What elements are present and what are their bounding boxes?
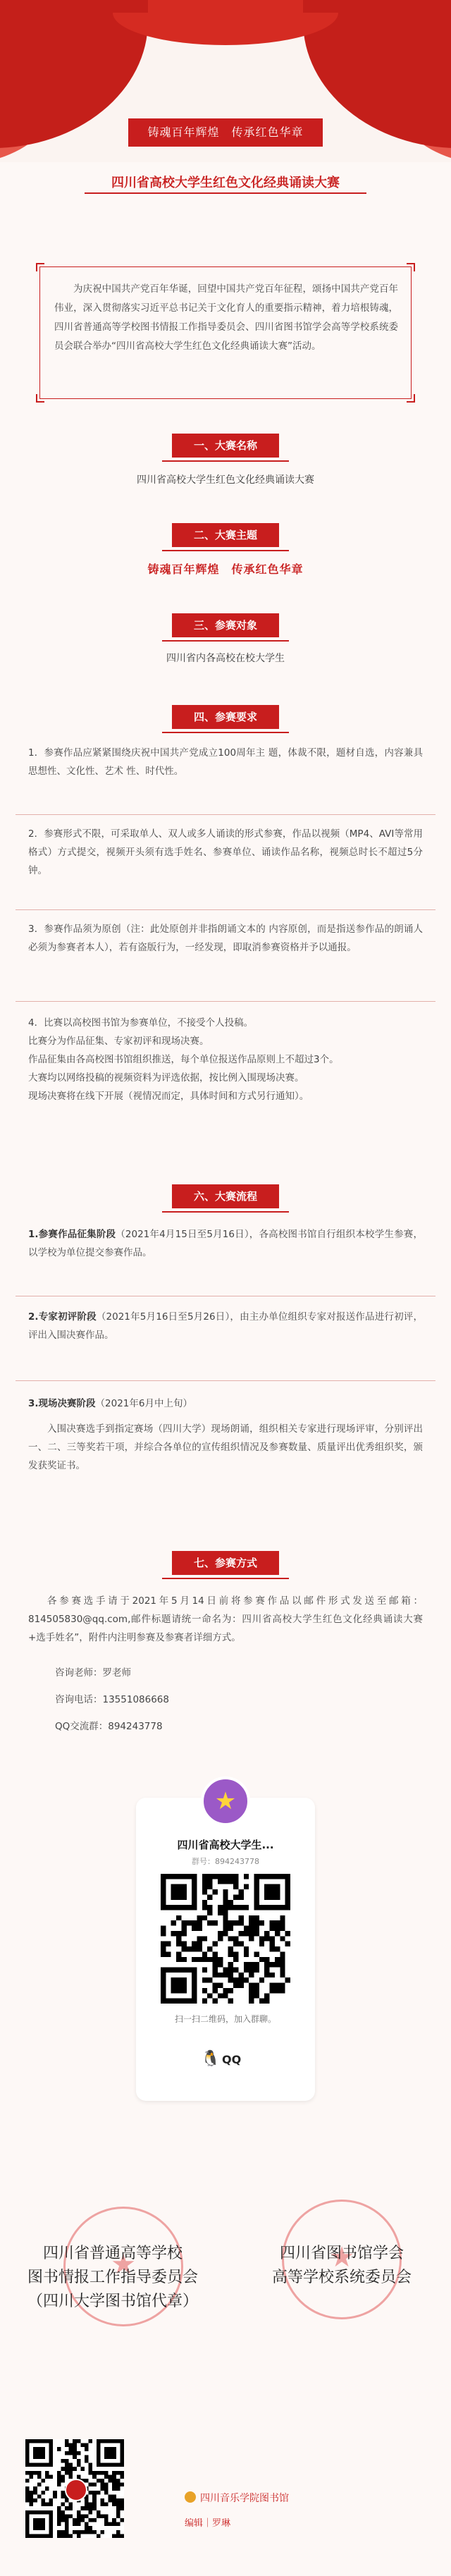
qr-code-icon[interactable] — [161, 1874, 290, 2004]
section-heading-underline — [162, 732, 289, 733]
signer-line: （四川大学图书馆代章） — [27, 2293, 198, 2310]
corner-ornament — [36, 394, 44, 403]
group-name: 四川省高校大学生... — [177, 1839, 274, 1851]
stage-1 — [28, 1225, 423, 1262]
qq-penguin-icon: 🐧 — [201, 2050, 221, 2068]
signer-line: 高等学校系统委员会 — [271, 2269, 412, 2286]
requirement-4-line: 大赛均以网络投稿的视频资料为评选依据，按比例入围现场决赛。 — [28, 1072, 304, 1084]
section-heading-underline — [162, 1578, 289, 1579]
requirement-4-line: 比赛分为作品征集、专家初评和现场决赛。 — [28, 1036, 209, 1047]
requirement-2: 2．参赛形式不限，可采取单人、双人或多人诵读的形式参赛，作品以视频（MP4、AVI等常用格式）方式提交，视频开头须有选手姓名、参赛单位、诵读作品名称，视频总时长不超过5分钟。 — [28, 828, 423, 876]
section-heading-label: 一、大赛名称 — [172, 434, 279, 458]
contest-name-text: 四川省高校大学生红色文化经典诵读大赛 — [137, 474, 314, 486]
contact-qq-group: QQ交流群：894243778 — [55, 1721, 163, 1732]
stage-3 — [28, 1394, 423, 1475]
requirement-4-line: 现场决赛将在线下开展（视情况而定，具体时间和方式另行通知）。 — [28, 1091, 309, 1102]
section-heading-underline — [162, 640, 289, 642]
section-heading-label: 二、大赛主题 — [172, 523, 279, 547]
requirement-3: 3．参赛作品须为原创（注：此处原创并非指朗诵文本的 内容原创，而是指送参作品的朗诵人必须为参赛者本人），若有盗版行为，一经发现，即取消参赛资格并予以通报。 — [28, 924, 423, 953]
stage-text: （2021年5月16日至5月26日），由主办单位组织专家对报送作品进行初评，评出入围决赛作品。 — [28, 1311, 423, 1341]
footer-editor: 编辑｜罗琳 — [185, 2518, 231, 2529]
corner-ornament — [407, 263, 415, 271]
intro-box — [39, 266, 412, 399]
contact-phone: 咨询电话：13551086668 — [55, 1694, 169, 1705]
signer-left — [7, 2242, 218, 2314]
section-heading-underline — [162, 1211, 289, 1213]
stage-curtain-banner — [0, 0, 451, 162]
footer-library-name: 四川音乐学院图书馆 — [200, 2493, 289, 2504]
stage-text: （2021年6月中上旬） — [95, 1398, 192, 1409]
contact-teacher: 咨询老师：罗老师 — [55, 1667, 131, 1679]
section-heading-label: 四、参赛要求 — [172, 705, 279, 729]
signer-right — [247, 2242, 437, 2290]
stage-text: 入围决赛选手到指定赛场（四川大学）现场朗诵，组织相关专家进行现场评审，分别评出一、二、三等奖若干项，并综合各单位的宣传组织情况及参赛数量、质量评出优秀组织奖，颁发获奖证书。 — [28, 1423, 423, 1471]
section-heading-underline — [162, 550, 289, 551]
qq-brand: QQ — [222, 2053, 242, 2066]
requirement-1: 1．参赛作品应紧紧围绕庆祝中国共产党成立100周年主 题，体裁不限，题材自选，内容兼具思想性、文化性、艺术 性、时代性。 — [28, 747, 423, 777]
signer-line: 四川省普通高等学校 — [42, 2245, 183, 2262]
divider — [16, 814, 435, 815]
signer-line: 四川省图书馆学会 — [279, 2245, 404, 2262]
divider — [16, 1380, 435, 1381]
library-logo-icon — [185, 2491, 196, 2503]
submission-text: 各参赛选手请于2021年5月14日前将参赛作品以邮件形式发送至邮箱：814505830@qq.com,邮件标题请统一命名为：四川省高校大学生红色文化经典诵读大赛+选手姓名”，附件内注明参赛及参赛者详细方式。 — [28, 1595, 423, 1643]
corner-ornament — [407, 394, 415, 403]
section-heading-label: 六、大赛流程 — [172, 1184, 279, 1208]
page-title: 四川省高校大学生红色文化经典诵读大赛 — [111, 176, 340, 190]
divider — [16, 909, 435, 910]
requirement-4-line: 作品征集由各高校图书馆组织推送，每个单位报送作品原则上不超过3个。 — [28, 1054, 339, 1065]
section-heading-label: 七、参赛方式 — [172, 1551, 279, 1575]
contest-theme-text: 铸魂百年辉煌 传承红色华章 — [147, 563, 304, 576]
section-heading-label: 三、参赛对象 — [172, 613, 279, 637]
intro-text: 为庆祝中国共产党百年华诞，回望中国共产党百年征程，颂扬中国共产党百年伟业，深入贯彻落实习近平总书记关于文化育人的重要指示精神，着力培根铸魂，四川省普通高等学校图书情报工作指导委员会、四川省图书馆学会高等学校系统委员会联合举办“四川省高校大学生红色文化经典诵读大赛”活动。 — [54, 283, 398, 352]
scan-hint: 扫一扫二维码，加入群聊。 — [174, 2014, 276, 2024]
participants-text: 四川省内各高校在校大学生 — [166, 653, 285, 664]
divider — [16, 1001, 435, 1002]
requirement-4 — [28, 1014, 423, 1105]
slogan-banner: 铸魂百年辉煌 传承红色华章 — [128, 118, 323, 147]
section-heading-requirements — [172, 705, 279, 729]
group-number: 群号：894243778 — [192, 1857, 259, 1866]
stage-title: 3.现场决赛阶段 — [28, 1398, 96, 1409]
section-heading-process — [172, 1184, 279, 1208]
footer-qr-code[interactable] — [25, 2439, 124, 2538]
stage-text: （2021年4月15日至5月16日），各高校图书馆自行组织本校学生参赛，以学校为单位提交参赛作品。 — [28, 1229, 423, 1258]
section-heading-name — [172, 434, 279, 458]
section-heading-method — [172, 1551, 279, 1575]
stage-title: 2.专家初评阶段 — [28, 1311, 97, 1323]
corner-ornament — [36, 263, 44, 271]
signer-line: 图书情报工作指导委员会 — [27, 2269, 198, 2286]
library-logo-icon — [65, 2479, 87, 2501]
section-heading-theme — [172, 523, 279, 547]
qq-group-card[interactable] — [136, 1787, 315, 2101]
section-heading-underline — [162, 460, 289, 462]
title-underline — [85, 192, 366, 194]
section-heading-participants — [172, 613, 279, 637]
requirement-4-line: 4．比赛以高校图书馆为参赛单位，不接受个人投稿。 — [28, 1017, 254, 1029]
stage-title: 1.参赛作品征集阶段 — [28, 1229, 116, 1240]
star-icon: ★ — [201, 1777, 250, 1826]
stage-2 — [28, 1308, 423, 1344]
